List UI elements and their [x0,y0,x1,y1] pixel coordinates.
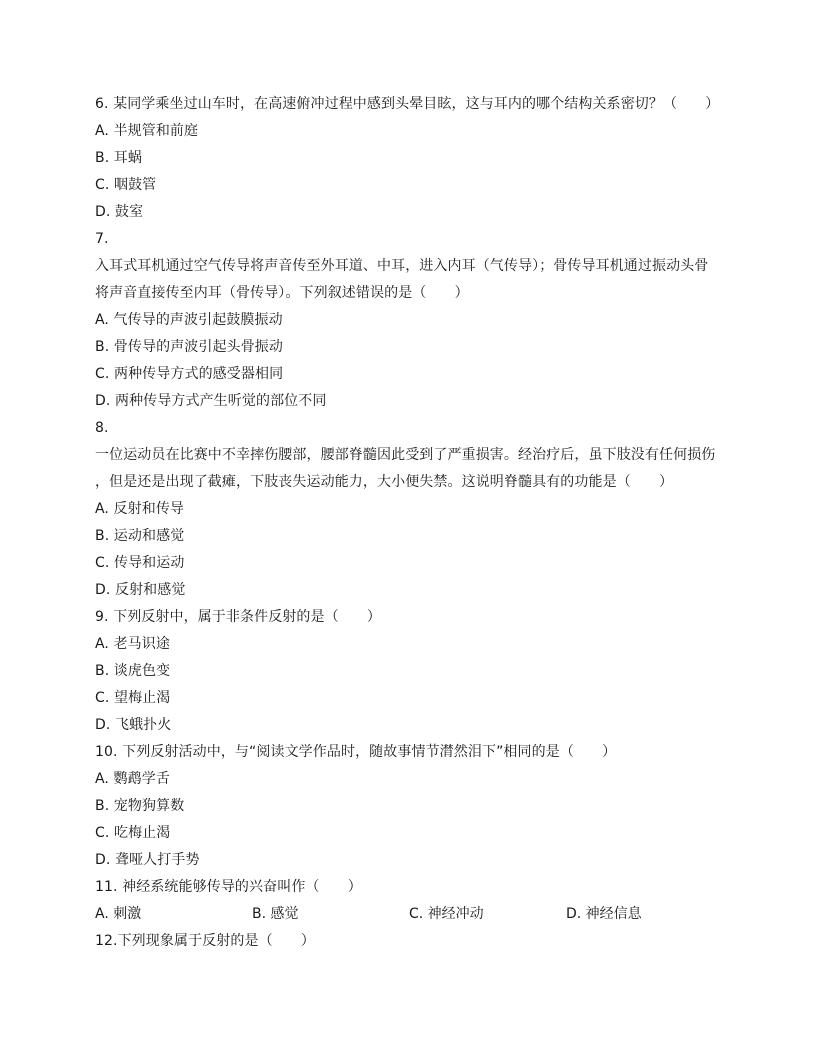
question-8-option-d: D. 反射和感觉 [95,582,186,598]
document-page [95,91,727,955]
question-9-stem: 9. 下列反射中，属于非条件反射的是（ ） [95,609,382,625]
question-8-option-b: B. 运动和感觉 [95,528,185,544]
question-7-number: 7. [95,231,109,247]
question-6-stem: 6. 某同学乘坐过山车时，在高速俯冲过程中感到头晕目眩，这与耳内的哪个结构关系密切？（ ） [95,96,720,112]
question-8-stem-line-1: 一位运动员在比赛中不幸摔伤腰部，腰部脊髓因此受到了严重损害。经治疗后，虽下肢没有任何损伤 [95,447,716,463]
question-8-stem-line-2: ，但是还是出现了截瘫，下肢丧失运动能力，大小便失禁。这说明脊髓具有的功能是（ ） [95,474,674,490]
question-6-option-b: B. 耳蜗 [95,150,143,166]
question-9-option-a: A. 老马识途 [95,636,170,652]
question-7-option-b: B. 骨传导的声波引起头骨振动 [95,339,284,355]
question-10-option-b: B. 宠物狗算数 [95,798,185,814]
question-11-stem: 11. 神经系统能够传导的兴奋叫作（ ） [95,879,362,895]
question-11-options-row [95,901,727,928]
question-6-option-d: D. 鼓室 [95,204,144,220]
question-11-option-a: A. 刺激 [95,906,142,922]
question-10-option-c: C. 吃梅止渴 [95,825,171,841]
question-10-option-a: A. 鹦鹉学舌 [95,771,170,787]
question-6-option-a: A. 半规管和前庭 [95,123,199,139]
question-12-stem: 12.下列现象属于反射的是（ ） [95,933,315,949]
question-9-option-d: D. 飞蛾扑火 [95,717,172,733]
question-7-option-c: C. 两种传导方式的感受器相同 [95,366,284,382]
question-9-option-c: C. 望梅止渴 [95,690,171,706]
question-7-stem-line-2: 将声音直接传至内耳（骨传导）。下列叙述错误的是（ ） [95,285,469,301]
question-11-option-d: D. 神经信息 [566,906,642,922]
question-8-option-a: A. 反射和传导 [95,501,185,517]
question-9-option-b: B. 谈虎色变 [95,663,171,679]
question-10-stem: 10. 下列反射活动中，与“阅读文学作品时，随故事情节潸然泪下”相同的是（ ） [95,744,617,760]
question-7-option-d: D. 两种传导方式产生听觉的部位不同 [95,393,327,409]
question-11-option-b: B. 感觉 [252,906,299,922]
question-10-option-d: D. 聋哑人打手势 [95,852,200,868]
question-7-stem-line-1: 入耳式耳机通过空气传导将声音传至外耳道、中耳，进入内耳（气传导）；骨传导耳机通过振动头骨 [95,258,709,274]
question-8-option-c: C. 传导和运动 [95,555,185,571]
question-8-number: 8. [95,420,109,436]
question-6-option-c: C. 咽鼓管 [95,177,157,193]
question-7-option-a: A. 气传导的声波引起鼓膜振动 [95,312,283,328]
question-11-option-c: C. 神经冲动 [409,906,484,922]
